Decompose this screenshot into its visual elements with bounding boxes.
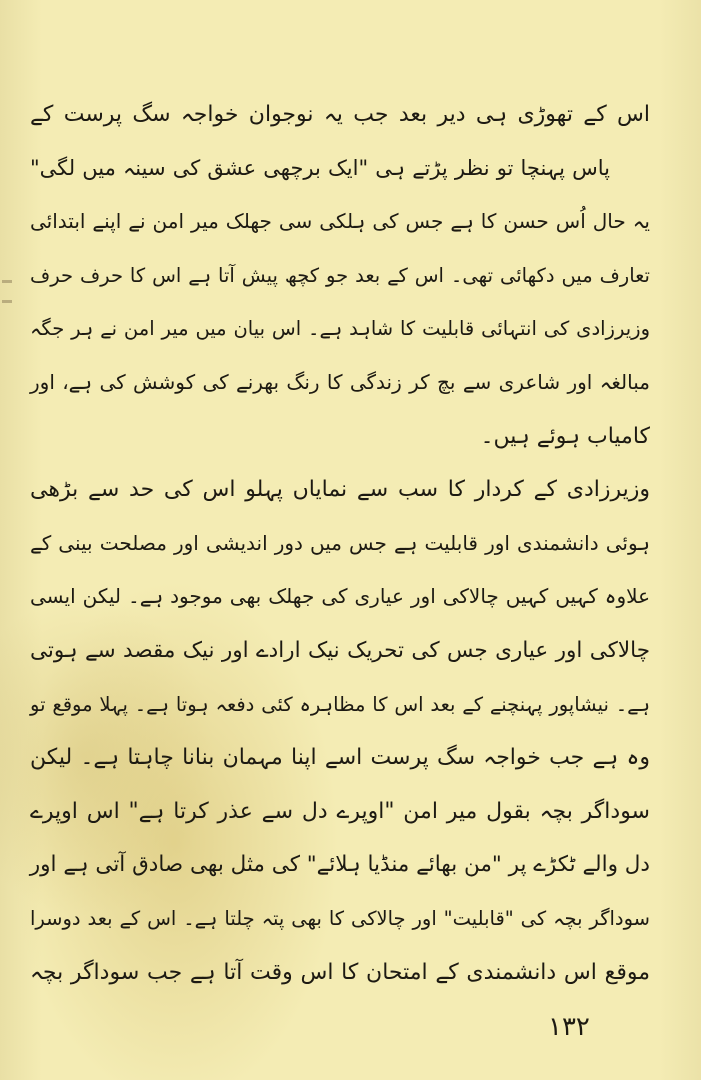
text-line: ہوئی دانشمندی اور قابلیت ہے جس میں دور اندیشی اور مصلحت بینی کے [30, 530, 650, 555]
text-line: کامیاب ہوئے ہیں۔ [480, 423, 650, 449]
text-line: سوداگر بچہ کی "قابلیت" اور چالاکی کا بھی پتہ چلتا ہے۔ اس کے بعد دوسرا [30, 906, 650, 930]
text-line: پاس پہنچا تو نظر پڑتے ہی "ایک برچھی عشق کی سینہ میں لگی" [30, 155, 610, 180]
urdu-text-block [30, 88, 650, 999]
text-line: چالاکی اور عیاری جس کی تحریک نیک ارادے اور نیک مقصد سے ہوتی [30, 637, 650, 663]
text-line: علاوہ کہیں کہیں چالاکی اور عیاری کی جھلک بھی موجود ہے۔ لیکن ایسی [30, 584, 650, 609]
text-line: وزیرزادی کی انتہائی قابلیت کا شاہد ہے۔ اس بیان میں میر امن نے ہر جگہ [30, 317, 650, 341]
text-line: یہ حال اُس حسن کا ہے جس کی ہلکی سی جھلک میر امن نے اپنے ابتدائی [30, 209, 650, 234]
text-line: اس کے تھوڑی ہی دیر بعد جب یہ نوجوان خواجہ سگ پرست کے [30, 102, 650, 127]
text-line: وہ ہے جب خواجہ سگ پرست اسے اپنا مہمان بنانا چاہتا ہے۔ لیکن [30, 745, 650, 771]
text-line: مبالغہ اور شاعری سے بچ کر زندگی کا رنگ بھرنے کی کوشش کی ہے، اور [30, 369, 650, 394]
text-line: موقع اس دانشمندی کے امتحان کا اس وقت آتا ہے جب سوداگر بچہ [30, 959, 650, 985]
margin-mark [2, 280, 12, 283]
text-line: سوداگر بچہ بقول میر امن "اوپرے دل سے عذر کرتا ہے" اس اوپرے [30, 798, 650, 824]
margin-mark [2, 300, 12, 303]
text-line: ہے۔ نیشاپور پہنچنے کے بعد اس کا مظاہرہ کئی دفعہ ہوتا ہے۔ پہلا موقع تو [30, 692, 650, 716]
page-number: ۱۳۲ [548, 1012, 590, 1042]
text-line: دل والے ٹکڑے پر "من بھائے منڈیا ہلائے" کی مثل بھی صادق آتی ہے اور [29, 852, 650, 878]
text-line: تعارف میں دکھائی تھی۔ اس کے بعد جو کچھ پیش آتا ہے اس کا حرف حرف [30, 263, 650, 287]
text-line: وزیرزادی کے کردار کا سب سے نمایاں پہلو اس کی حد سے بڑھی [30, 477, 650, 503]
